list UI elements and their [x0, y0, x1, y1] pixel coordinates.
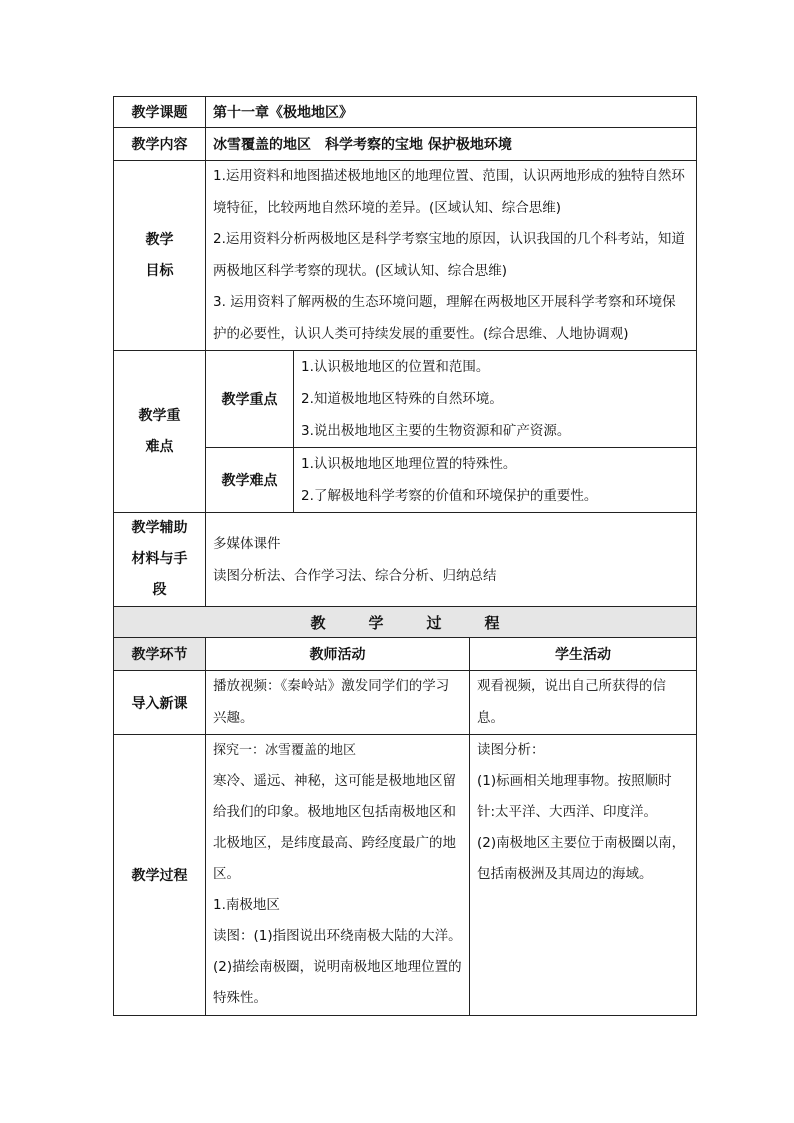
difficult-point-item: 1.认识极地地区地理位置的特殊性。	[301, 456, 517, 472]
teacher-line: (2)描绘南极圈，说明南极地区地理位置的特殊性。	[213, 959, 462, 1006]
student-line: (1)标画相关地理事物。按照顺时针:太平洋、大西洋、印度洋。	[477, 773, 672, 820]
process-title-char: 过	[426, 613, 442, 632]
key-difficult-label	[114, 351, 206, 513]
aid-item: 读图分析法、合作学习法、综合分析、归纳总结	[213, 567, 497, 584]
row-main-process	[114, 735, 697, 1016]
difficult-points-content	[294, 448, 697, 513]
topic-value: 第十一章《极地地区》	[206, 97, 697, 128]
goal-item: 2.运用资料分析两极地区是科学考察宝地的原因，认识我国的几个科考站，知道两极地区科学考察的现状。(区域认知、综合思维)	[213, 231, 685, 279]
intro-student: 观看视频，说出自己所获得的信息。	[470, 671, 697, 735]
key-point-item: 1.认识极地地区的位置和范围。	[301, 359, 490, 375]
goals-label-line1: 教学	[145, 231, 174, 248]
process-title-char: 学	[368, 613, 384, 632]
student-line: 读图分析：	[477, 742, 545, 758]
goal-item: 3. 运用资料了解两极的生态环境问题，理解在两极地区开展科学考察和环境保护的必要性，认识人类可持续发展的重要性。(综合思维、人地协调观)	[213, 294, 676, 342]
aids-content	[206, 513, 697, 607]
intro-stage: 导入新课	[114, 671, 206, 735]
row-intro	[114, 671, 697, 735]
teacher-line: 探究一：冰雪覆盖的地区	[213, 743, 357, 758]
row-aids	[114, 513, 697, 607]
key-difficult-label-line2: 难点	[145, 438, 174, 455]
aids-label-line1: 教学辅助	[131, 520, 188, 536]
process-title-char: 教	[310, 613, 326, 632]
content-value: 冰雪覆盖的地区 科学考察的宝地 保护极地环境	[206, 128, 697, 161]
row-content	[114, 128, 697, 161]
aids-label	[114, 513, 206, 607]
difficult-point-item: 2.了解极地科学考察的价值和环境保护的重要性。	[301, 488, 598, 504]
row-key-points	[114, 351, 697, 448]
key-points-content	[294, 351, 697, 448]
main-teacher	[206, 735, 470, 1016]
row-goals	[114, 161, 697, 351]
row-topic	[114, 97, 697, 128]
aid-item: 多媒体课件	[213, 535, 281, 552]
main-stage: 教学过程	[114, 735, 206, 1016]
process-title	[114, 607, 697, 638]
difficult-points-label: 教学难点	[206, 448, 294, 513]
key-points-label: 教学重点	[206, 351, 294, 448]
goals-label	[114, 161, 206, 351]
student-line: (2)南极地区主要位于南极圈以南，包括南极洲及其周边的海域。	[477, 835, 686, 882]
key-point-item: 2.知道极地地区特殊的自然环境。	[301, 391, 503, 407]
row-process-title	[114, 607, 697, 638]
key-point-item: 3.说出极地地区主要的生物资源和矿产资源。	[301, 423, 571, 439]
stage-column-header: 教学环节	[114, 638, 206, 671]
key-difficult-label-line1: 教学重	[138, 407, 181, 424]
teacher-line: 1.南极地区	[213, 897, 280, 913]
intro-teacher: 播放视频：《秦岭站》激发同学们的学习兴趣。	[206, 671, 470, 735]
aids-label-line2: 材料与手	[131, 551, 188, 567]
goals-content	[206, 161, 697, 351]
goal-item: 1.运用资料和地图描述极地地区的地理位置、范围，认识两地形成的独特自然环境特征，比较两地自然环境的差异。(区域认知、综合思维)	[213, 168, 685, 216]
row-process-headers	[114, 638, 697, 671]
teacher-column-header: 教师活动	[206, 638, 470, 671]
aids-label-line3: 段	[152, 582, 167, 598]
lesson-plan-table	[113, 96, 697, 1016]
teacher-line: 寒冷、遥远、神秘，这可能是极地地区留给我们的印象。极地地区包括南极地区和北极地区，是纬度最高、跨经度最广的地区。	[213, 773, 456, 882]
main-student	[470, 735, 697, 1016]
topic-label: 教学课题	[114, 97, 206, 128]
process-title-char: 程	[484, 613, 500, 632]
goals-label-line2: 目标	[145, 262, 174, 279]
teacher-line: 读图：(1)指图说出环绕南极大陆的大洋。	[213, 928, 462, 944]
content-label: 教学内容	[114, 128, 206, 161]
student-column-header: 学生活动	[470, 638, 697, 671]
